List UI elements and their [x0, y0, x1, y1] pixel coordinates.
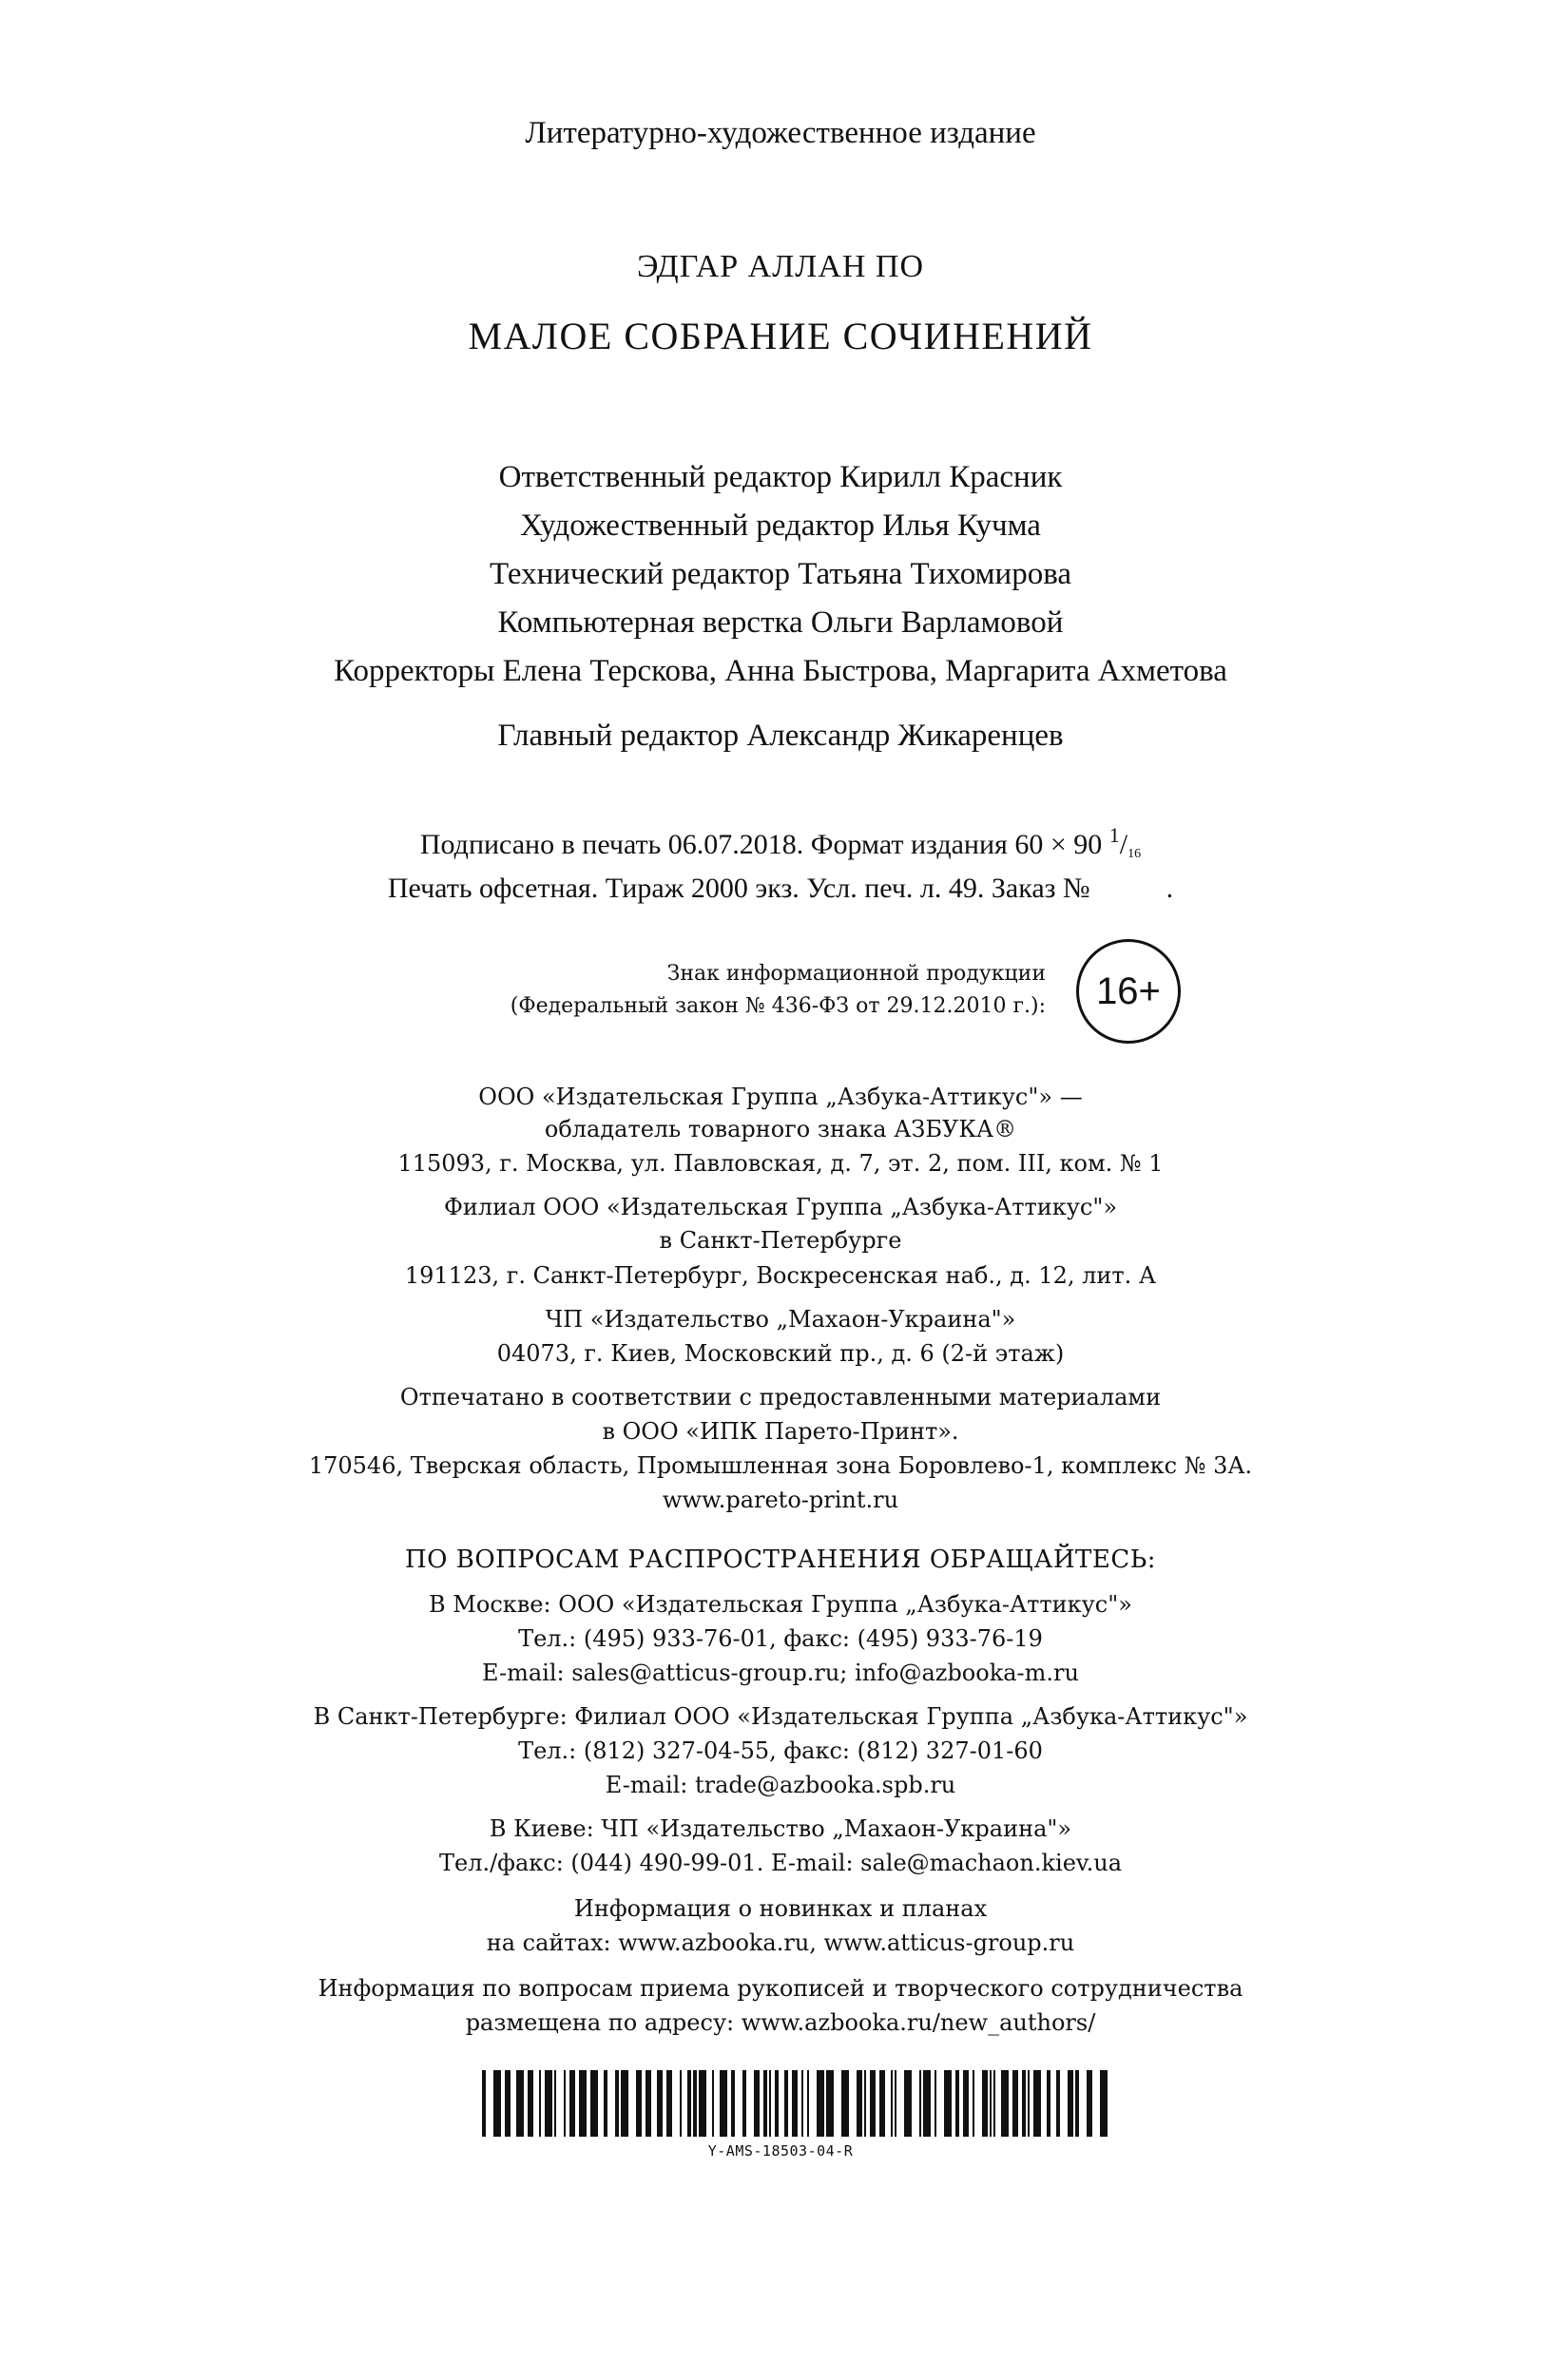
barcode-bar [621, 2070, 628, 2137]
barcode-bar [1028, 2070, 1030, 2137]
barcode-bar [754, 2070, 760, 2137]
barcode-bar [579, 2070, 587, 2137]
publisher-line: обладатель товарного знака АЗБУКА® [544, 1116, 1017, 1142]
barcode-bar [904, 2070, 912, 2137]
news-websites: на сайтах: www.azbooka.ru, www.atticus-group.ru [486, 1929, 1075, 1956]
barcode-bar [857, 2070, 862, 2137]
barcode-bar [891, 2070, 893, 2137]
spb-line: В Санкт-Петербурге: Филиал ООО «Издательская Группа „Азбука-Аттикус"» [313, 1703, 1248, 1730]
barcode-bar [769, 2070, 771, 2137]
barcode-bar [923, 2070, 931, 2137]
chief-editor: Главный редактор Александр Жикаренцев [497, 719, 1064, 753]
credit-line: Корректоры Елена Терскова, Анна Быстрова, Маргарита Ахметова [334, 654, 1227, 688]
format-fraction-slash: / [1119, 829, 1128, 860]
barcode-bar [919, 2070, 921, 2137]
credit-line: Художественный редактор Илья Кучма [520, 509, 1041, 543]
barcode-bar [1033, 2070, 1041, 2137]
barcode-bar [1047, 2070, 1050, 2137]
spb-line: Тел.: (812) 327-04-55, факс: (812) 327-01-60 [518, 1737, 1043, 1764]
barcode-bar [1022, 2070, 1026, 2137]
moscow-email: E-mail: sales@atticus-group.ru; info@azbooka-m.ru [482, 1660, 1079, 1686]
barcode-bar [826, 2070, 834, 2137]
barcode-bar [807, 2070, 809, 2137]
distribution-heading: ПО ВОПРОСАМ РАСПРОСТРАНЕНИЯ ОБРАЩАЙТЕСЬ: [404, 1545, 1156, 1574]
manuscripts-address: размещена по адресу: www.azbooka.ru/new_authors/ [465, 2009, 1096, 2036]
ukraine-line: ЧП «Издательство „Махаон-Украина"» [545, 1306, 1016, 1333]
spb-branch-line: Филиал ООО «Издательская Группа „Азбука-Аттикус"» [443, 1194, 1118, 1220]
barcode-bar [731, 2070, 735, 2137]
barcode-bar [870, 2070, 876, 2137]
barcode-bar [528, 2070, 533, 2137]
barcode-bar [712, 2070, 714, 2137]
ukraine-line: 04073, г. Киев, Московский пр., д. 6 (2-й этаж) [496, 1340, 1065, 1367]
barcode-bar [993, 2070, 995, 2137]
barcode-bar [763, 2070, 767, 2137]
publisher-line: 115093, г. Москва, ул. Павловская, д. 7, эт. 2, пом. III, ком. № 1 [397, 1150, 1164, 1177]
barcode-bar [482, 2070, 486, 2137]
print-info-line1 [0, 823, 1561, 861]
manuscripts-line: Информация по вопросам приема рукописей и творческого сотрудничества [318, 1975, 1243, 2002]
barcode-bar [973, 2070, 974, 2137]
barcode-bar [554, 2070, 556, 2137]
barcode-bar [604, 2070, 607, 2137]
age-rating-block [0, 939, 1561, 1044]
barcode-bar [963, 2070, 969, 2137]
barcode-bar [1001, 2070, 1009, 2137]
barcode-bar [636, 2070, 642, 2137]
barcode-bar [1012, 2070, 1018, 2137]
barcode-bar [699, 2070, 706, 2137]
barcode-bar [545, 2070, 552, 2137]
barcode-bar [590, 2070, 598, 2137]
barcode-bar [646, 2070, 651, 2137]
barcode-bar [720, 2070, 727, 2137]
book-author: ЭДГАР АЛЛАН ПО [636, 249, 925, 284]
barcode-image [482, 2070, 1109, 2137]
barcode-bar [895, 2070, 896, 2137]
printed-line: в ООО «ИПК Парето-Принт». [602, 1418, 959, 1445]
spb-branch-line: в Санкт-Петербурге [659, 1227, 902, 1254]
barcode-bar [687, 2070, 691, 2137]
barcode-bar [982, 2070, 988, 2137]
print-info-line2 [0, 873, 1561, 905]
print-info-details: Печать офсетная. Тираж 2000 экз. Усл. печ. л. 49. Заказ № [387, 873, 1090, 904]
barcode-code: Y-AMS-18503-04-R [707, 2142, 854, 2159]
age-rating-label: Знак информационной продукции [666, 962, 1046, 986]
credit-line: Технический редактор Татьяна Тихомирова [489, 557, 1071, 591]
format-fraction-denominator: 16 [1127, 847, 1142, 861]
barcode-bar [775, 2070, 779, 2137]
barcode-bar [742, 2070, 746, 2137]
barcode-bar [864, 2070, 866, 2137]
age-rating-badge: 16+ [1076, 939, 1181, 1044]
news-line: Информация о новинках и планах [573, 1895, 988, 1922]
barcode-bar [1056, 2070, 1060, 2137]
book-title: МАЛОЕ СОБРАНИЕ СОЧИНЕНИЙ [468, 315, 1093, 357]
barcode-bar [569, 2070, 575, 2137]
printer-website: www.pareto-print.ru [662, 1487, 899, 1513]
barcode-bar [493, 2070, 501, 2137]
barcode-bar [817, 2070, 824, 2137]
barcode-bar [505, 2070, 511, 2137]
print-info-tail: . [1166, 873, 1174, 904]
barcode-bar [990, 2070, 992, 2137]
barcode-bar [657, 2070, 663, 2137]
printed-line: Отпечатано в соответствии с предоставленными материалами [399, 1384, 1162, 1411]
credit-line: Компьютерная верстка Ольги Варламовой [497, 605, 1064, 640]
barcode-bar [801, 2070, 803, 2137]
publisher-line: ООО «Издательская Группа „Азбука-Аттикус"» — [478, 1084, 1083, 1110]
barcode-bar [693, 2070, 697, 2137]
barcode-bar [1087, 2070, 1092, 2137]
print-info-main: Подписано в печать 06.07.2018. Формат издания 60 × 90 [419, 829, 1103, 860]
barcode-bar [879, 2070, 885, 2137]
barcode-bar [792, 2070, 798, 2137]
barcode-bar [1100, 2070, 1108, 2137]
credit-line: Ответственный редактор Кирилл Красник [498, 460, 1063, 494]
moscow-line: Тел.: (495) 933-76-01, факс: (495) 933-76-19 [518, 1625, 1043, 1652]
spb-branch-line: 191123, г. Санкт-Петербург, Воскресенская наб., д. 12, лит. А [404, 1262, 1157, 1289]
barcode-bar [516, 2070, 524, 2137]
barcode-bar [955, 2070, 959, 2137]
barcode-bar [1075, 2070, 1079, 2137]
barcode-bar [666, 2070, 672, 2137]
barcode-bar [935, 2070, 936, 2137]
barcode-bar [564, 2070, 566, 2137]
age-rating-law: (Федеральный закон № 436-ФЗ от 29.12.2010 г.): [510, 994, 1046, 1018]
barcode-bar [1068, 2070, 1073, 2137]
barcode-bar [784, 2070, 788, 2137]
kiev-line: В Киеве: ЧП «Издательство „Махаон-Украина"» [489, 1815, 1072, 1842]
format-fraction-numerator: 1 [1108, 823, 1120, 847]
barcode-bar [539, 2070, 541, 2137]
barcode-bar [841, 2070, 849, 2137]
printed-line: 170546, Тверская область, Промышленная зона Боровлево-1, комплекс № 3А. [308, 1452, 1253, 1479]
edition-type: Литературно-художественное издание [525, 116, 1036, 150]
spb-email: E-mail: trade@azbooka.spb.ru [605, 1772, 956, 1798]
kiev-line: Тел./факс: (044) 490-99-01. E-mail: sale@machaon.kiev.ua [439, 1850, 1122, 1876]
barcode-bar [680, 2070, 682, 2137]
barcode-bar [615, 2070, 619, 2137]
moscow-line: В Москве: ООО «Издательская Группа „Азбука-Аттикус"» [429, 1591, 1132, 1618]
barcode-bar [944, 2070, 952, 2137]
